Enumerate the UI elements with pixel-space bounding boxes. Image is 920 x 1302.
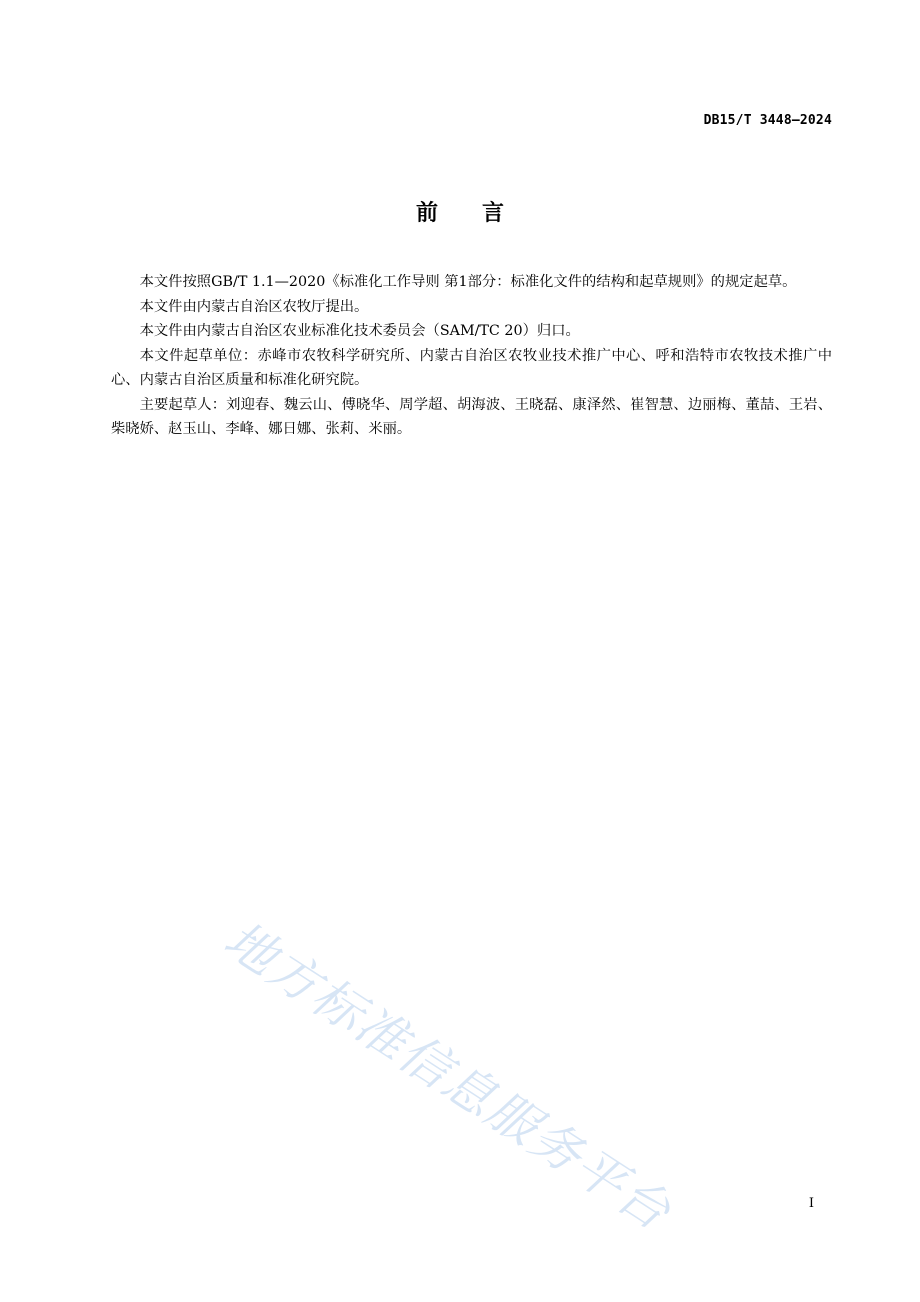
page-number: I — [808, 1196, 814, 1211]
page-title — [0, 196, 920, 227]
standard-code: DB15/T 3448—2024 — [703, 113, 832, 128]
paragraph-proposer: 本文件由内蒙古自治区农牧厅提出。 — [139, 298, 369, 315]
watermark: 地方标准信息服务平台 — [214, 910, 682, 1242]
paragraph-drafting-rules: 本文件按照GB/T 1.1—2020《标准化工作导则 第1部分：标准化文件的结构和起草规则》的规定起草。 — [139, 274, 797, 290]
paragraph-main-drafters: 主要起草人：刘迎春、魏云山、傅晓华、周学超、胡海波、王晓磊、康泽然、崔智慧、边丽梅、董喆、王岩、柴晓娇、赵玉山、李峰、娜日娜、张莉、米丽。 — [111, 396, 832, 437]
title-part-1: 前 — [415, 201, 438, 226]
title-part-2: 言 — [482, 201, 505, 226]
foreword-body — [111, 270, 832, 442]
paragraph-drafting-units: 本文件起草单位：赤峰市农牧科学研究所、内蒙古自治区农牧业技术推广中心、呼和浩特市农牧技术推广中心、内蒙古自治区质量和标准化研究院。 — [111, 347, 832, 388]
paragraph-responsible-committee: 本文件由内蒙古自治区农业标准化技术委员会（SAM/TC 20）归口。 — [139, 323, 580, 339]
